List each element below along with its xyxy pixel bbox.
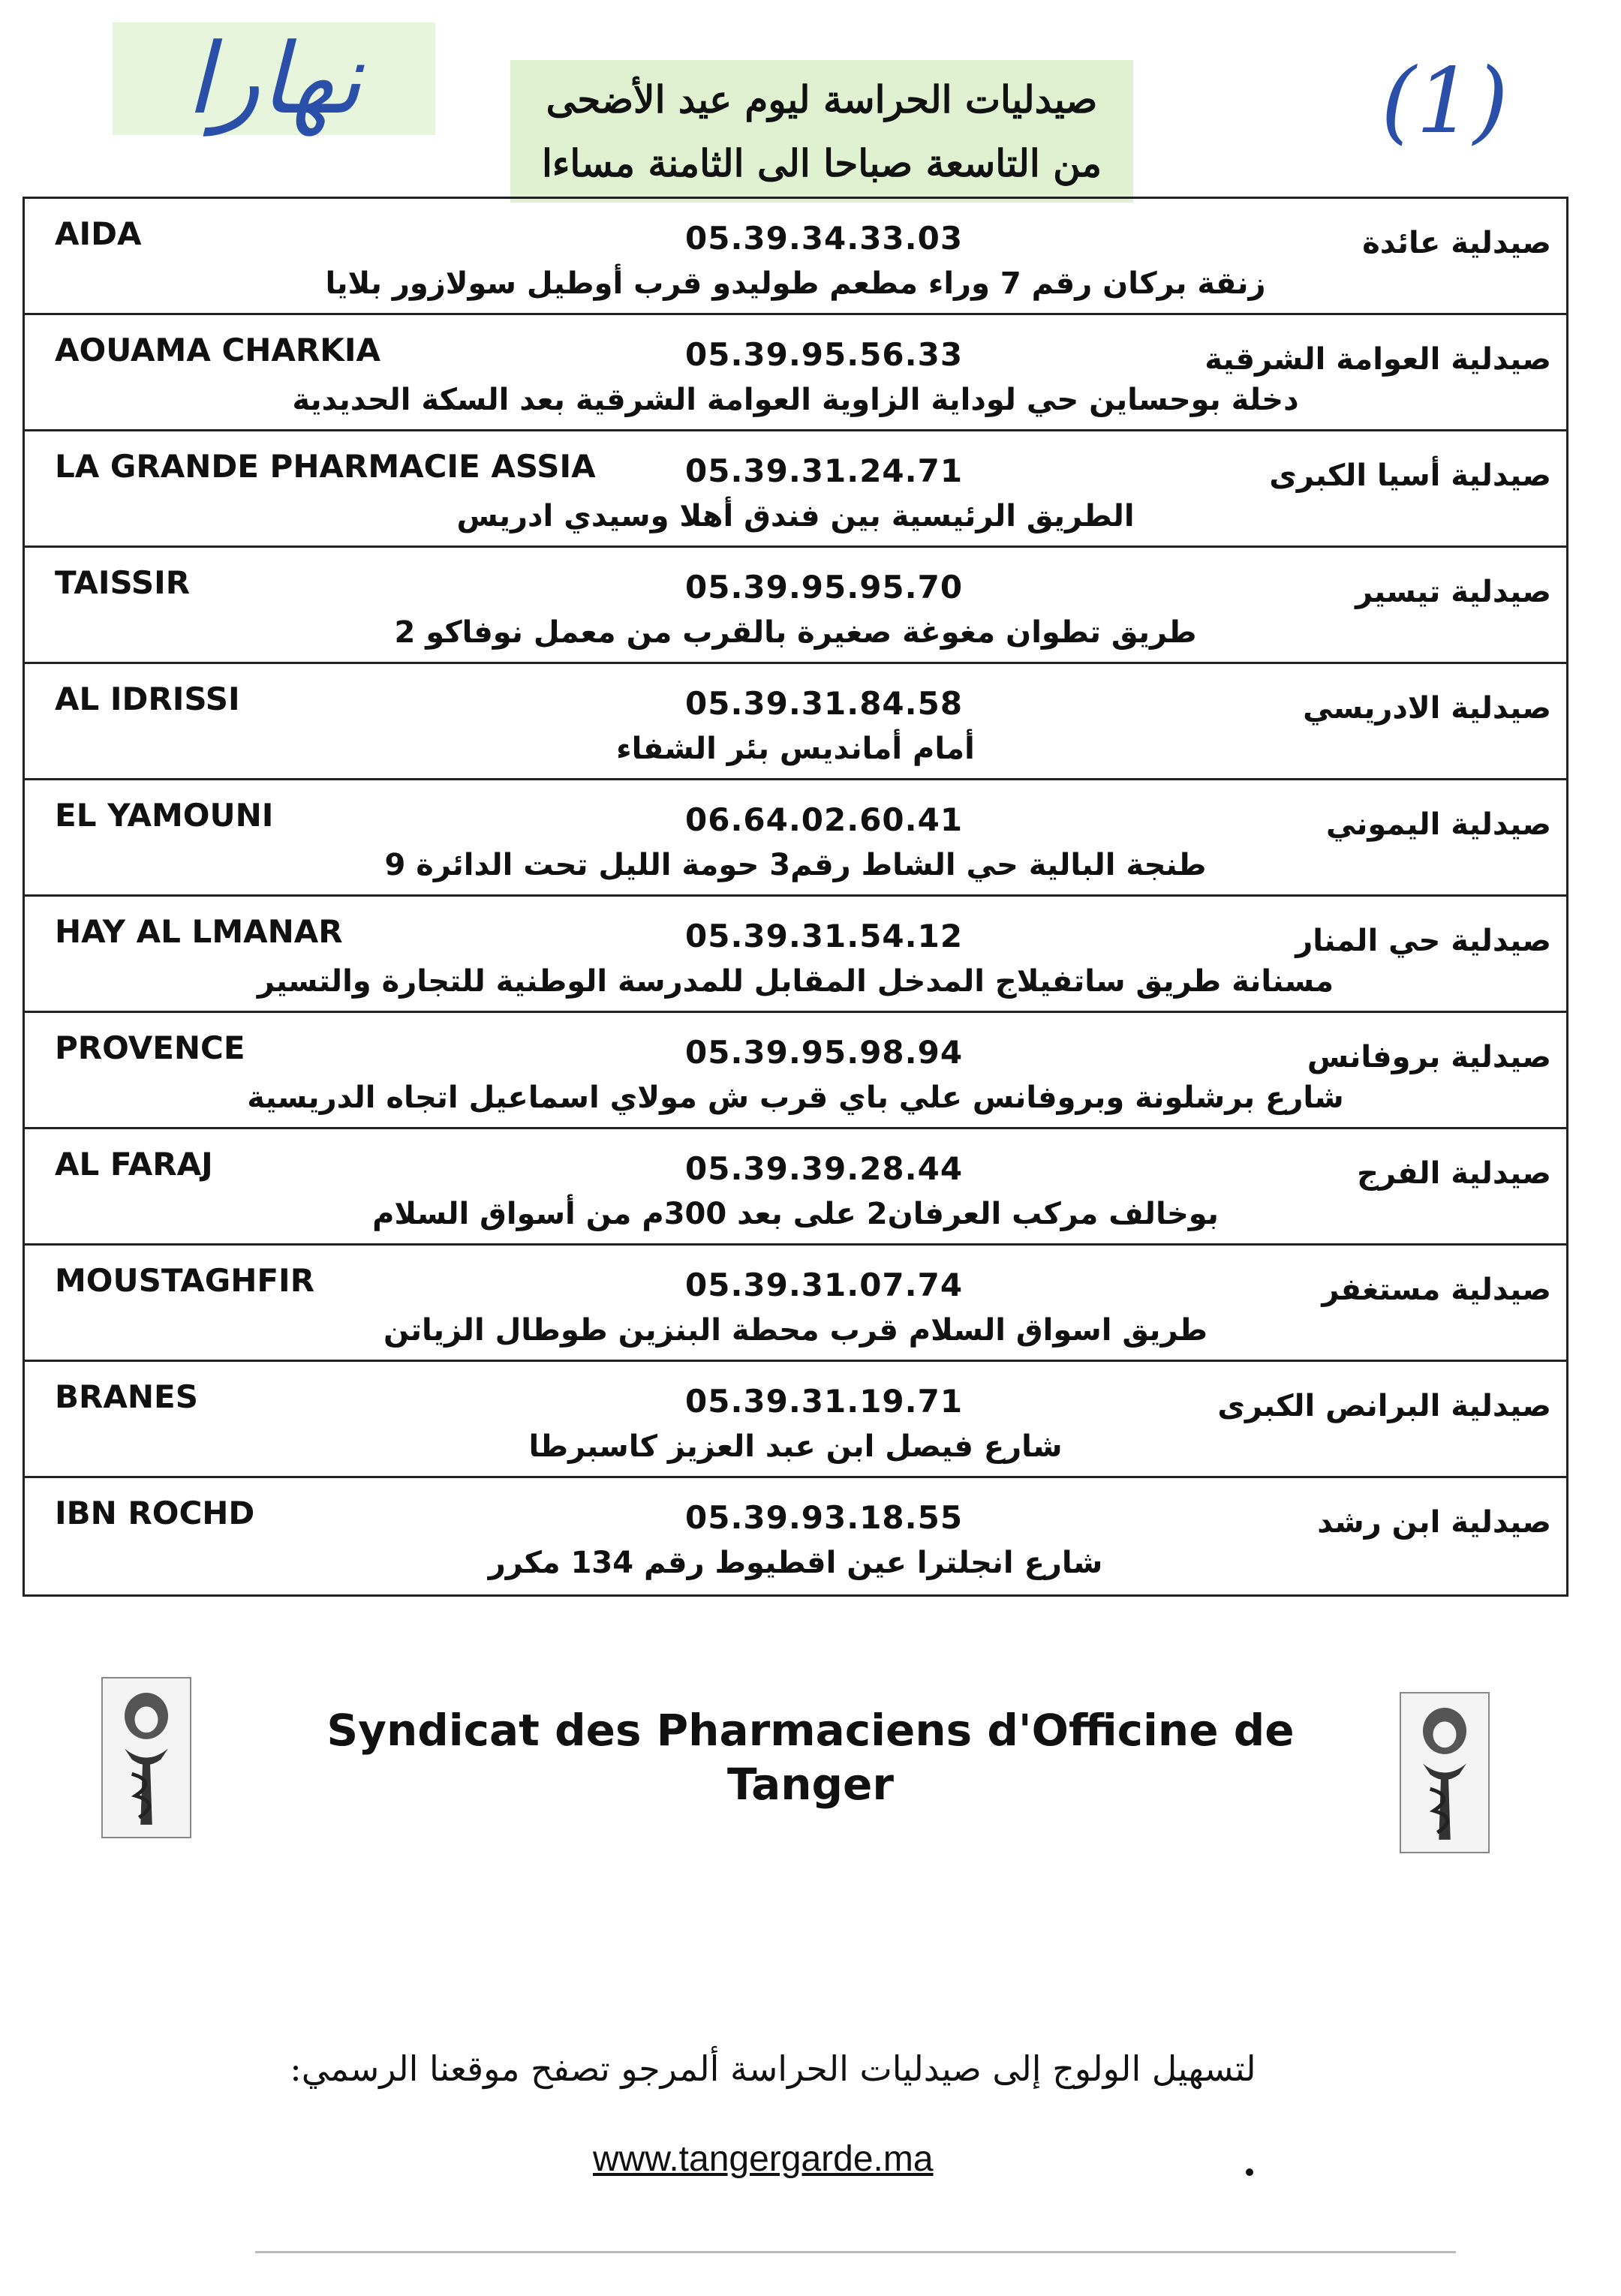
pharmacy-address: طنجة البالية حي الشاط رقم3 حومة الليل تحت الدائرة 9 xyxy=(384,848,1207,882)
page-title xyxy=(510,60,1133,203)
pharmacy-latin-name: AIDA xyxy=(55,215,142,252)
pharmacy-phone: 05.39.31.84.58 xyxy=(685,685,964,722)
pharmacy-arabic-name: صيدلية البرانص الكبرى xyxy=(1217,1389,1551,1423)
pharmacy-arabic-name: صيدلية الفرج xyxy=(1357,1156,1551,1191)
pharmacy-emblem-logo-right xyxy=(1400,1692,1490,1853)
website-instruction: لتسهيل الولوج إلى صيدليات الحراسة ألمرجو تصفح موقعنا الرسمي: xyxy=(290,2048,1256,2089)
syndicate-line-1: Syndicat des Pharmaciens d'Officine de xyxy=(326,1705,1295,1756)
pharmacy-latin-name: LA GRANDE PHARMACIE ASSIA xyxy=(55,448,596,485)
table-row xyxy=(25,1129,1566,1246)
pharmacy-arabic-name: صيدلية بروفانس xyxy=(1307,1040,1551,1074)
divider xyxy=(255,2251,1456,2253)
pharmacy-phone: 06.64.02.60.41 xyxy=(685,801,964,838)
table-row xyxy=(25,897,1566,1013)
pharmacy-arabic-name: صيدلية مستغفر xyxy=(1322,1273,1551,1307)
stamp-text: نهارا xyxy=(185,22,362,136)
pharmacy-latin-name: AL IDRISSI xyxy=(55,681,240,717)
dot-mark xyxy=(1246,2168,1253,2176)
pharmacy-arabic-name: صيدلية الادريسي xyxy=(1303,691,1551,726)
page-number: (1) xyxy=(1381,49,1508,154)
pharmacy-phone: 05.39.31.07.74 xyxy=(685,1267,964,1303)
pharmacy-address: بوخالف مركب العرفان2 على بعد 300م من أسواق السلام xyxy=(372,1197,1219,1231)
pharmacy-phone: 05.39.95.98.94 xyxy=(685,1034,964,1071)
pharmacy-address: زنقة بركان رقم 7 وراء مطعم طوليدو قرب أوطيل سولازور بلايا xyxy=(325,266,1266,301)
pharmacy-address: شارع انجلترا عين اقطيوط رقم 134 مكرر xyxy=(488,1546,1103,1580)
table-row xyxy=(25,780,1566,897)
pharmacy-phone: 05.39.31.54.12 xyxy=(685,918,964,954)
syndicate-name xyxy=(285,1703,1336,1811)
pharmacy-table xyxy=(23,197,1568,1597)
handwritten-stamp xyxy=(113,23,435,135)
pharmacy-arabic-name: صيدلية العوامة الشرقية xyxy=(1204,342,1551,377)
pharmacy-phone: 05.39.31.24.71 xyxy=(685,452,964,489)
table-row xyxy=(25,1362,1566,1478)
pharmacy-phone: 05.39.39.28.44 xyxy=(685,1150,964,1187)
pharmacy-latin-name: IBN ROCHD xyxy=(55,1495,255,1531)
pharmacy-latin-name: TAISSIR xyxy=(55,564,191,601)
title-line-2: من التاسعة صباحا الى الثامنة مساءا xyxy=(541,141,1102,185)
pharmacy-address: الطريق الرئيسية بين فندق أهلا وسيدي ادريس xyxy=(456,499,1135,533)
pharmacy-arabic-name: صيدلية تيسير xyxy=(1355,575,1551,609)
caduceus-icon xyxy=(103,1678,190,1837)
pharmacy-arabic-name: صيدلية أسيا الكبرى xyxy=(1269,458,1551,493)
table-row xyxy=(25,199,1566,315)
table-row xyxy=(25,1013,1566,1129)
pharmacy-address: طريق اسواق السلام قرب محطة البنزين طوطال الزياتن xyxy=(383,1313,1208,1348)
pharmacy-arabic-name: صيدلية عائدة xyxy=(1362,226,1551,260)
pharmacy-phone: 05.39.93.18.55 xyxy=(685,1499,964,1536)
pharmacy-address: مسنانة طريق ساتفيلاج المدخل المقابل للمدرسة الوطنية للتجارة والتسير xyxy=(257,964,1334,999)
pharmacy-phone: 05.39.95.95.70 xyxy=(685,569,964,606)
pharmacy-arabic-name: صيدلية اليموني xyxy=(1325,807,1551,842)
table-row xyxy=(25,664,1566,780)
pharmacy-phone: 05.39.95.56.33 xyxy=(685,336,964,373)
title-line-1: صيدليات الحراسة ليوم عيد الأضحى xyxy=(546,77,1098,122)
pharmacy-address: شارع فيصل ابن عبد العزيز كاسبرطا xyxy=(528,1429,1063,1464)
pharmacy-latin-name: EL YAMOUNI xyxy=(55,797,274,834)
pharmacy-address: شارع برشلونة وبروفانس علي باي قرب ش مولاي اسماعيل اتجاه الدريسية xyxy=(247,1080,1344,1115)
pharmacy-latin-name: MOUSTAGHFIR xyxy=(55,1262,315,1299)
pharmacy-address: طريق تطوان مغوغة صغيرة بالقرب من معمل نوفاكو 2 xyxy=(394,615,1197,650)
pharmacy-latin-name: HAY AL LMANAR xyxy=(55,913,343,950)
table-row xyxy=(25,315,1566,431)
pharmacy-latin-name: AL FARAJ xyxy=(55,1146,213,1183)
table-row xyxy=(25,548,1566,664)
table-row xyxy=(25,431,1566,548)
pharmacy-latin-name: AOUAMA CHARKIA xyxy=(55,332,380,368)
syndicate-line-2: Tanger xyxy=(727,1759,894,1810)
website-link[interactable]: www.tangergarde.ma xyxy=(593,2139,934,2179)
table-row xyxy=(25,1246,1566,1362)
pharmacy-arabic-name: صيدلية ابن رشد xyxy=(1317,1505,1551,1540)
pharmacy-latin-name: PROVENCE xyxy=(55,1029,245,1066)
pharmacy-emblem-logo-left xyxy=(101,1677,191,1838)
table-row xyxy=(25,1478,1566,1594)
pharmacy-arabic-name: صيدلية حي المنار xyxy=(1295,924,1551,958)
pharmacy-address: دخلة بوحساين حي لوداية الزاوية العوامة الشرقية بعد السكة الحديدية xyxy=(292,383,1299,417)
pharmacy-phone: 05.39.31.19.71 xyxy=(685,1383,964,1420)
pharmacy-latin-name: BRANES xyxy=(55,1378,198,1415)
caduceus-icon xyxy=(1401,1693,1488,1852)
pharmacy-address: أمام أمانديس بئر الشفاء xyxy=(616,732,975,766)
pharmacy-phone: 05.39.34.33.03 xyxy=(685,220,964,257)
